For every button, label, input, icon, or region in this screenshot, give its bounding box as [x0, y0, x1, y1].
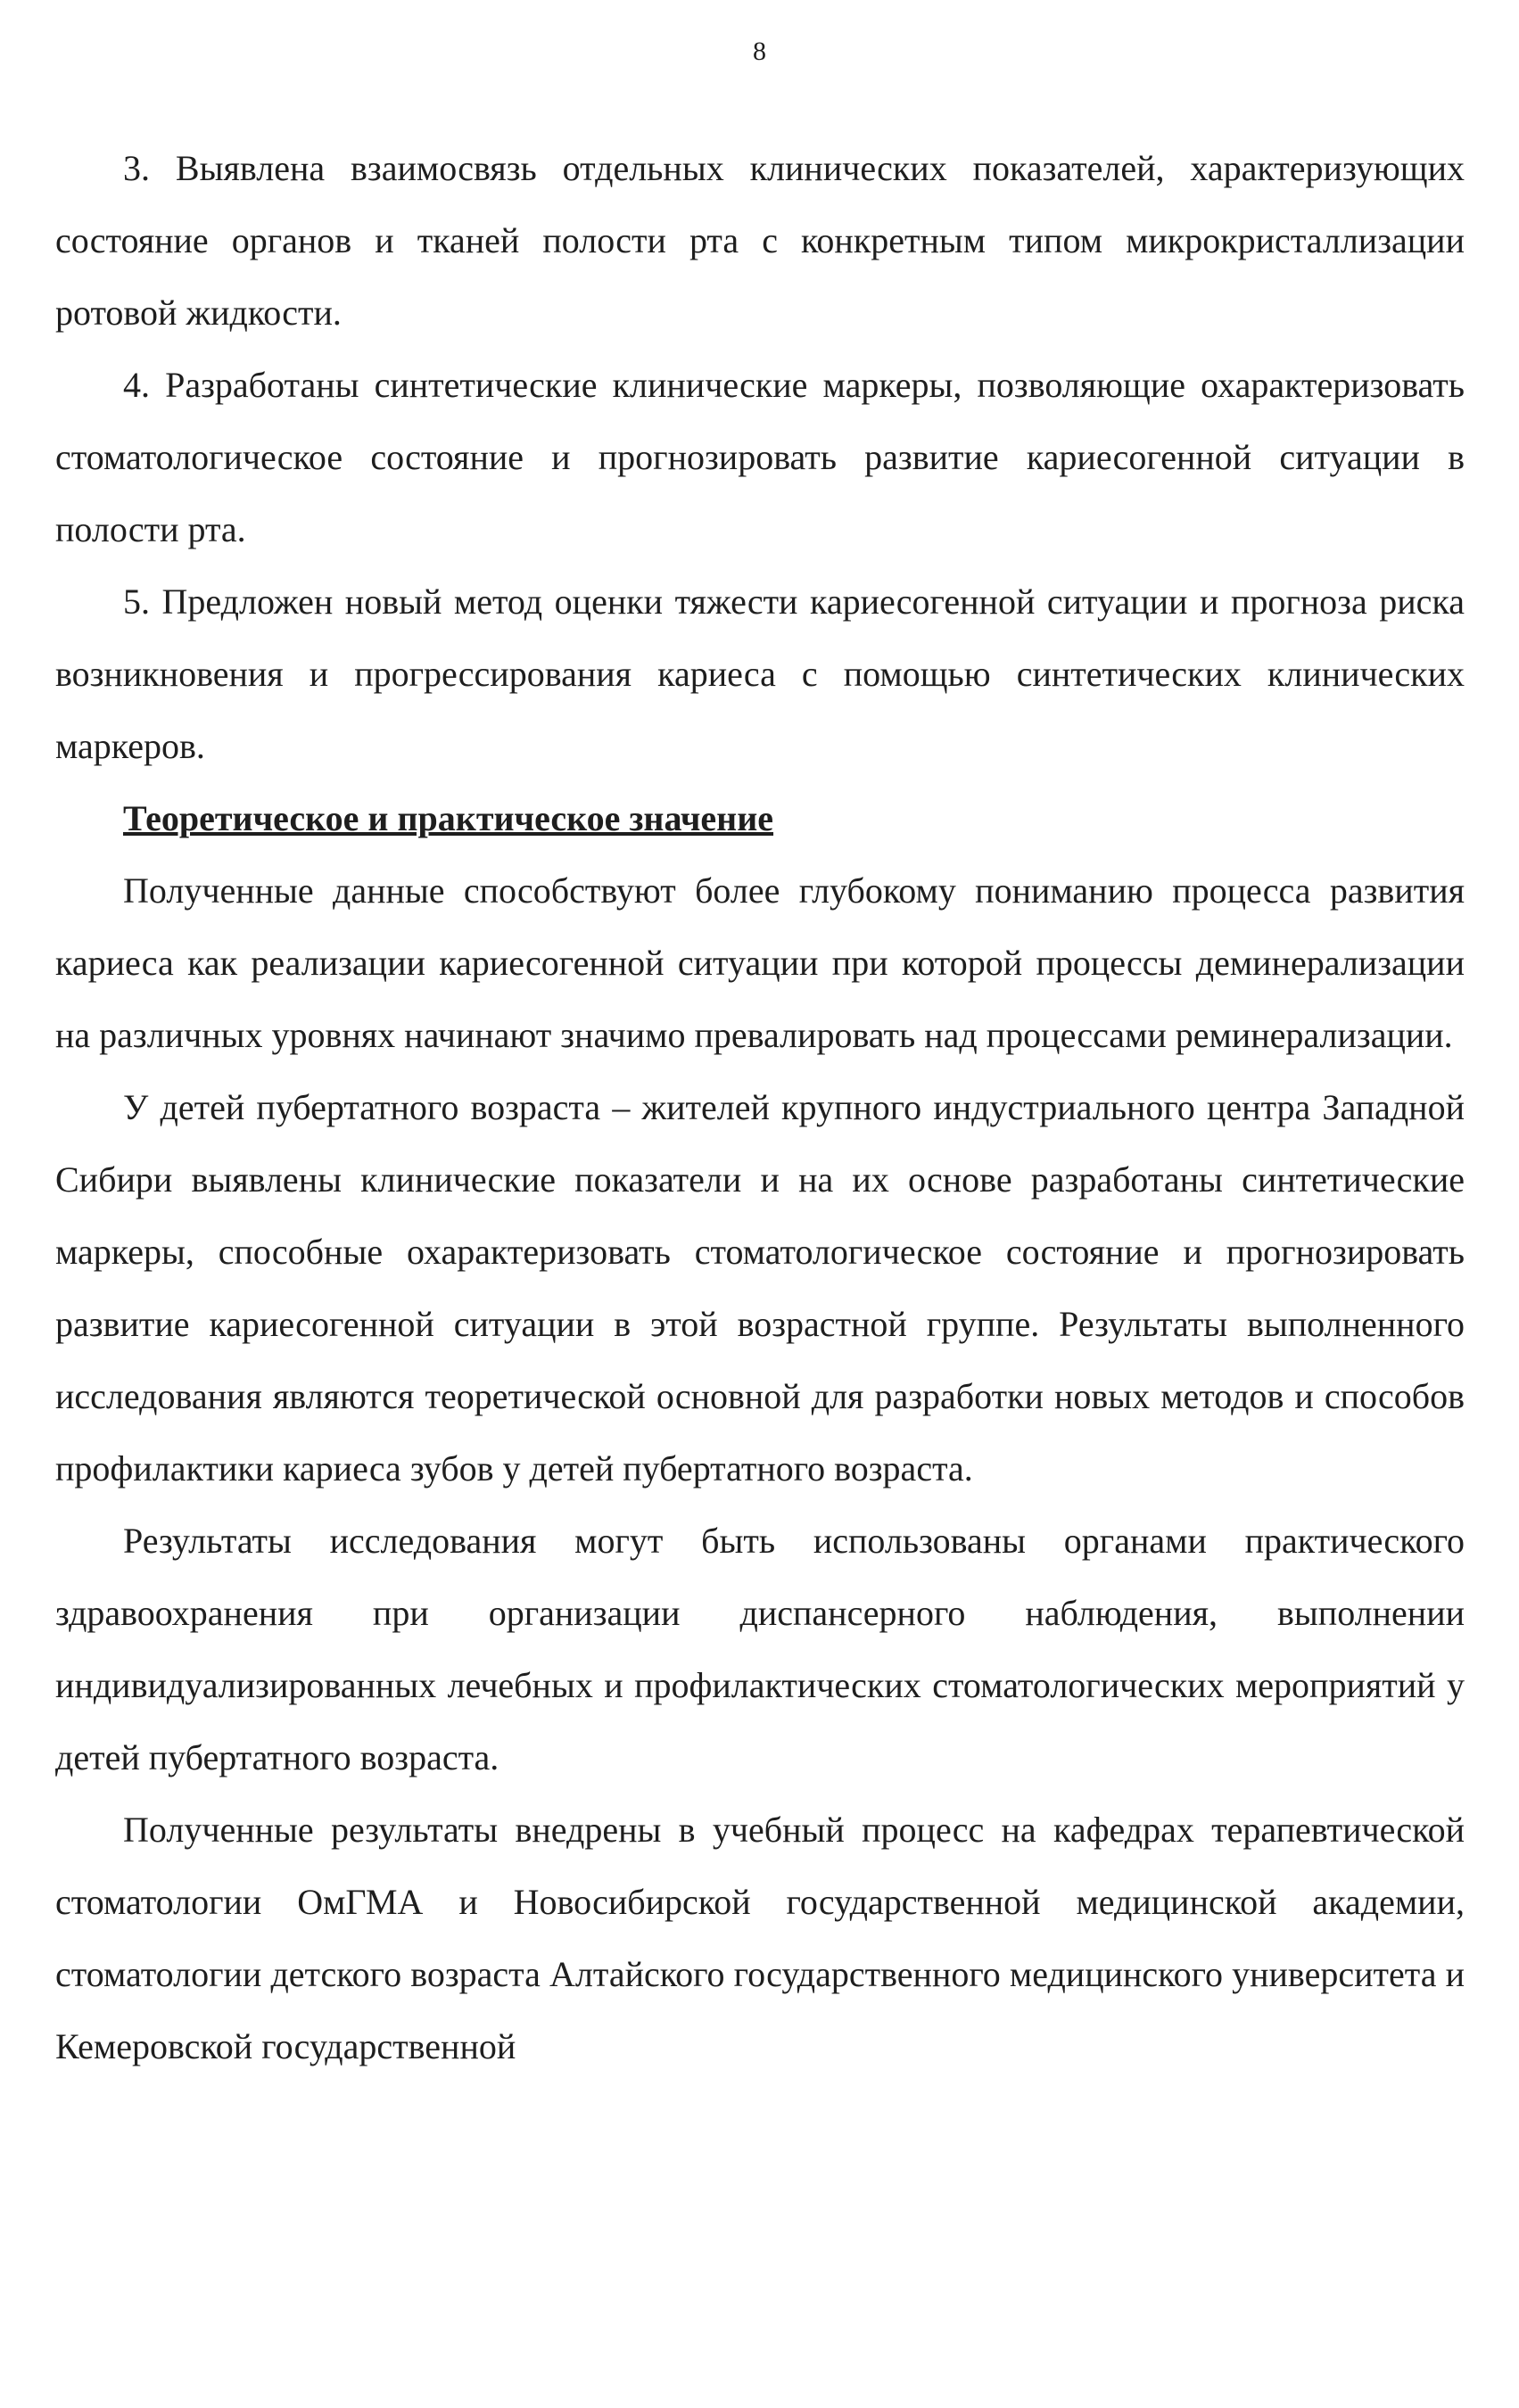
list-item-4: 4. Разработаны синтетические клинические маркеры, позволяющие охарактеризовать стоматологическое состояние и прогнозировать развитие кариесогенной ситуации в полости рта.	[55, 365, 1465, 549]
list-item-5: 5. Предложен новый метод оценки тяжести кариесогенной ситуации и прогноза риска возникновения и прогрессирования кариеса с помощью синтетических клинических маркеров.	[55, 581, 1465, 766]
page-number: 8	[753, 37, 766, 66]
paragraph: Полученные данные способствуют более глубокому пониманию процесса развития кариеса как реализации кариесогенной ситуации при которой процессы деминерализации на различных уровнях начинают значимо превалировать над процессами реминерализации.	[55, 870, 1465, 1055]
paragraph: Результаты исследования могут быть использованы органами практического здравоохранения при организации диспансерного наблюдения, выполнении индивидуализированных лечебных и профилактических стоматологических мероприятий у детей пубертатного возраста.	[55, 1521, 1465, 1777]
list-item-3: 3. Выявлена взаимосвязь отдельных клинических показателей, характеризующих состояние органов и тканей полости рта с конкретным типом микрокристаллизации ротовой жидкости.	[55, 148, 1465, 333]
paragraph: У детей пубертатного возраста – жителей крупного индустриального центра Западной Сибири выявлены клинические показатели и на их основе разработаны синтетические маркеры, способные охарактеризовать стоматологическое состояние и прогнозировать развитие кариесогенной ситуации в этой возрастной группе. Результаты выполненного исследования являются теоретической основной для разработки новых методов и способов профилактики кариеса зубов у детей пубертатного возраста.	[55, 1087, 1465, 1489]
page-body	[55, 132, 1465, 2082]
paragraph: Полученные результаты внедрены в учебный процесс на кафедрах терапевтической стоматологии ОмГМА и Новосибирской государственной медицинской академии, стоматологии детского возраста Алтайского государственного медицинского университета и Кемеровской государственной	[55, 1810, 1465, 2066]
section-heading: Теоретическое и практическое значение	[123, 798, 774, 838]
